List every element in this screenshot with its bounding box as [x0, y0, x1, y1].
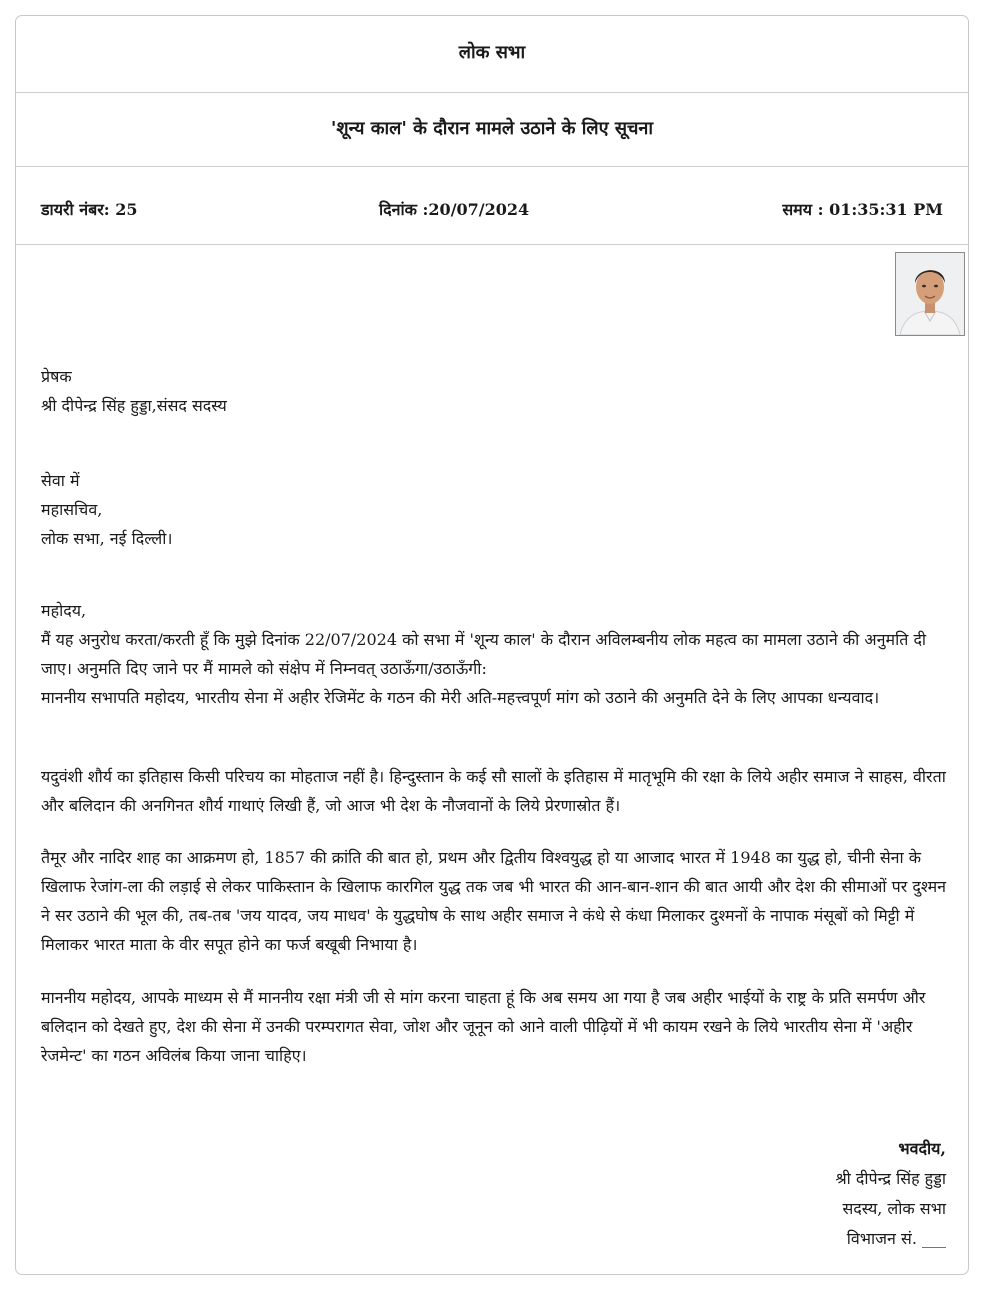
notice-subject: 'शून्य काल' के दौरान मामले उठाने के लिए सूचना: [330, 118, 654, 139]
divider: [16, 244, 968, 245]
signature-block: [835, 1134, 946, 1254]
signatory-designation: सदस्य, लोक सभा: [842, 1199, 946, 1218]
notice-date: दिनांक :20/07/2024: [379, 200, 530, 219]
member-photo: [895, 252, 965, 336]
letter-opening: [41, 596, 951, 712]
intro-paragraph: माननीय सभापति महोदय, भारतीय सेना में अहीर रेजिमेंट के गठन की मेरी अति-महत्त्वपूर्ण मांग को उठाने की अनुमति देने के लिए आपका धन्यवाद।: [41, 688, 880, 707]
house-title: लोक सभा: [458, 42, 526, 63]
sender-label: प्रेषक: [41, 367, 72, 386]
notice-form: [15, 15, 969, 1275]
notice-time: समय : 01:35:31 PM: [782, 200, 943, 219]
diary-number: डायरी नंबर: 25: [41, 200, 138, 219]
recipient-line: लोक सभा, नई दिल्ली।: [41, 529, 173, 548]
divider: [16, 166, 968, 167]
division-number: विभाजन सं. ___: [846, 1229, 946, 1248]
body-paragraph: यदुवंशी शौर्य का इतिहास किसी परिचय का मोहताज नहीं है। हिन्दुस्तान के कई सौ सालों के इतिहास में मातृभूमि की रक्षा के लिये अहीर समाज ने साहस, वीरता और बलिदान की अनगिनत शौर्य गाथाएं लिखी हैं, जो आज भी देश के नौजवानों के लिये प्रेरणास्रोत हैं।: [41, 767, 946, 815]
signatory-name: श्री दीपेन्द्र सिंह हुड्डा: [835, 1169, 946, 1188]
body-paragraph: माननीय महोदय, आपके माध्यम से मैं माननीय रक्षा मंत्री जी से मांग करना चाहता हूं कि अब समय आ गया है जब अहीर भाईयों के राष्ट्र के प्रति समर्पण और बलिदान को देखते हुए, देश की सेना में उनकी परम्परागत सेवा, जोश और जूनून को आने वाली पीढ़ियों में भी कायम रखने के लिये भारतीय सेना में 'अहीर रेजमेन्ट' का गठन अविलंब किया जाना चाहिए।: [41, 988, 926, 1065]
sender-block: [41, 362, 951, 420]
sender-name: श्री दीपेन्द्र सिंह हुड्डा,संसद सदस्य: [41, 396, 227, 415]
recipient-block: [41, 466, 951, 553]
request-paragraph: मैं यह अनुरोध करता/करती हूँ कि मुझे दिनांक 22/07/2024 को सभा में 'शून्य काल' के दौरान अविलम्बनीय लोक महत्व का मामला उठाने की अनुमति दी जाए। अनुमति दिए जाने पर मैं मामले को संक्षेप में निम्नवत् उठाऊँगा/उठाऊँगी:: [41, 630, 927, 678]
recipient-line: सेवा में: [41, 471, 80, 490]
body-paragraph: तैमूर और नादिर शाह का आक्रमण हो, 1857 की क्रांति की बात हो, प्रथम और द्वितीय विश्वयुद्ध हो या आजाद भारत में 1948 का युद्ध हो, चीनी सेना के खिलाफ रेजांग-ला की लड़ाई से लेकर पाकिस्तान के खिलाफ कारगिल युद्ध तक जब भी भारत की आन-बान-शान की बात आयी और देश की सीमाओं पर दुश्मन ने सर उठाने की भूल की, तब-तब 'जय यादव, जय माधव' के युद्धघोष के साथ अहीर समाज ने कंधे से कंधा मिलाकर दुश्मनों के नापाक मंसूबों को मिट्टी में मिलाकर भारत माता के वीर सपूत होने का फर्ज बखूबी निभाया है।: [41, 848, 947, 954]
closing: भवदीय,: [898, 1139, 946, 1158]
divider: [16, 92, 968, 93]
salutation: महोदय,: [41, 601, 87, 620]
recipient-line: महासचिव,: [41, 500, 103, 519]
